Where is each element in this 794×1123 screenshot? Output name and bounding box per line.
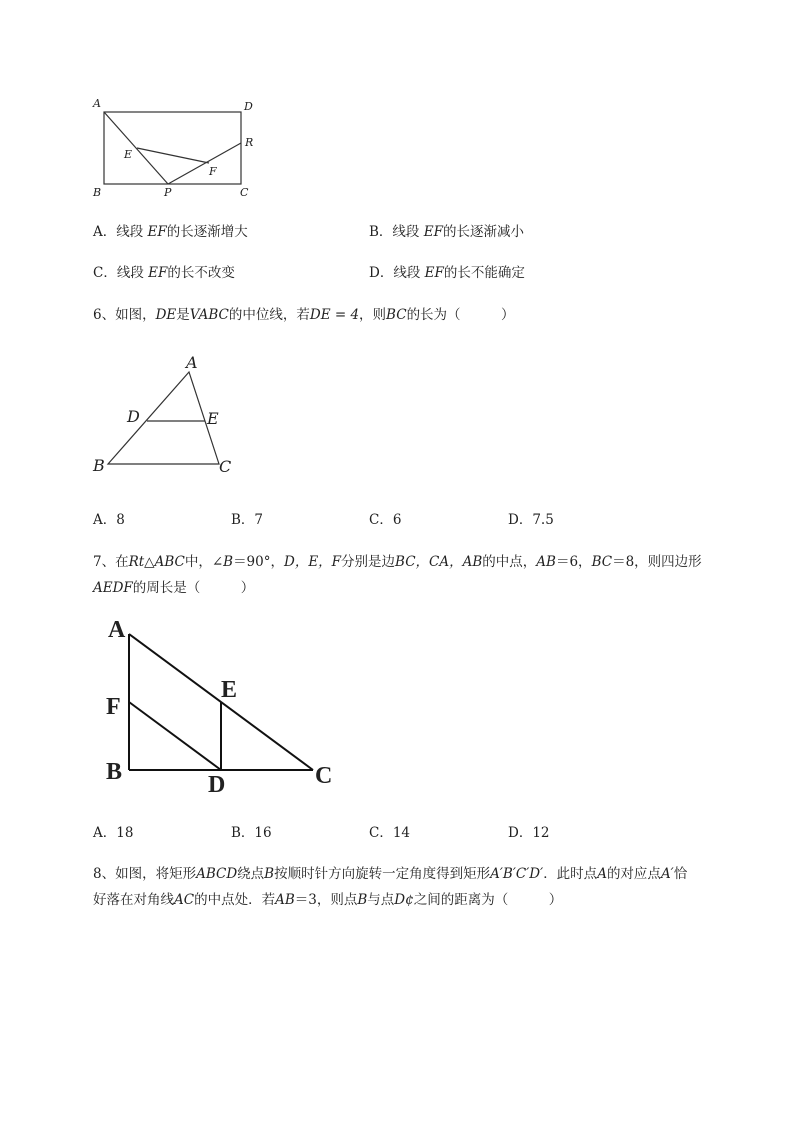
- q8-ab: AB: [275, 892, 295, 908]
- q7-label-b: B: [106, 759, 123, 785]
- q6-option-c[interactable]: C．6: [369, 512, 402, 528]
- q7-label-a: A: [108, 617, 126, 643]
- q6-label-d: D: [127, 407, 140, 426]
- q8-abcd2: A′B′C′D′: [490, 866, 544, 882]
- q6-seg: DE: [155, 307, 177, 323]
- q5-option-a-letter: A．: [93, 224, 117, 240]
- q5-label-a: A: [93, 97, 101, 110]
- q5-label-e: E: [124, 148, 133, 161]
- q5-option-c-pre: 线段: [116, 265, 149, 281]
- q8-l1f: 恰: [673, 866, 688, 882]
- q5-label-p: P: [164, 186, 172, 199]
- q7-label-e: E: [221, 677, 238, 703]
- q5-option-a-var: EF: [147, 224, 167, 240]
- q5-label-d: D: [244, 100, 253, 113]
- q7-l1e: 的中点，: [482, 554, 537, 570]
- q5-option-d-var: EF: [424, 265, 444, 281]
- q8-d: D¢: [394, 892, 414, 908]
- q8-l2b: 的中点处．若: [194, 892, 276, 908]
- q5-option-d-post: 的长不能确定: [443, 265, 525, 281]
- q7-stem-line1: [93, 550, 702, 570]
- q7-option-a[interactable]: A．18: [93, 825, 134, 841]
- q8-b: B: [264, 866, 275, 882]
- q5-label-c: C: [240, 186, 249, 199]
- q7-label-d: D: [208, 772, 226, 798]
- q8-l1b: 绕点: [237, 866, 265, 882]
- q5-option-d-letter: D．: [369, 265, 394, 281]
- q5-segment-pr: [168, 143, 241, 184]
- q8-b2: B: [357, 892, 368, 908]
- q7-rt: Rt△ABC: [128, 554, 185, 570]
- q8-l2c: ＝3，则点: [294, 892, 358, 908]
- q8-l1d: ．此时点: [543, 866, 598, 882]
- q6-option-a[interactable]: A．8: [93, 512, 125, 528]
- q8-a: A: [597, 866, 607, 882]
- q6-stem: [93, 303, 515, 323]
- q6-option-d[interactable]: D．7.5: [508, 512, 554, 528]
- q7-l1g: ＝8，则四边形: [612, 554, 702, 570]
- q7-label-c: C: [315, 763, 333, 789]
- q5-label-f: F: [209, 165, 217, 178]
- q5-option-b-post: 的长逐渐减小: [442, 224, 524, 240]
- q7-pts: D，E，F: [284, 554, 342, 570]
- q5-label-r: R: [245, 136, 254, 149]
- q5-option-c-letter: C．: [93, 265, 117, 281]
- q5-option-d-pre: 线段: [393, 265, 425, 281]
- q5-option-c[interactable]: [93, 261, 235, 281]
- q7-bc: BC: [591, 554, 613, 570]
- q6-eq: DE = 4: [309, 307, 360, 323]
- q7-quad: AEDF: [93, 580, 133, 596]
- q5-option-c-post: 的长不改变: [167, 265, 235, 281]
- q5-option-c-var: EF: [148, 265, 168, 281]
- q7-ab: AB: [536, 554, 556, 570]
- q5-segment-ap: [104, 112, 168, 184]
- q6-number: 6、如图，: [93, 307, 156, 323]
- q7-l1b: 中，∠: [184, 554, 224, 570]
- q6-option-b[interactable]: B．7: [231, 512, 264, 528]
- q7-option-b[interactable]: B．16: [231, 825, 272, 841]
- q5-option-a-post: 的长逐渐增大: [166, 224, 248, 240]
- q5-option-a-pre: 线段: [116, 224, 148, 240]
- q7-option-d[interactable]: D．12: [508, 825, 550, 841]
- q5-label-b: B: [93, 186, 102, 199]
- q5-option-a[interactable]: [93, 220, 248, 240]
- q6-t2: 的中位线，若: [228, 307, 310, 323]
- q8-abcd: ABCD: [196, 866, 238, 882]
- q7-l2: 的周长是（ ）: [132, 580, 255, 596]
- q5-option-b-pre: 线段: [392, 224, 424, 240]
- q7-sides: BC，CA，AB: [395, 554, 483, 570]
- q6-label-b: B: [93, 456, 105, 475]
- q6-t3: ，则: [359, 307, 387, 323]
- q8-stem-line2: [93, 888, 562, 908]
- q7-l1a: 7、在: [93, 554, 129, 570]
- q8-l2e: 之间的距离为（ ）: [413, 892, 563, 908]
- q8-l1c: 按顺时针方向旋转一定角度得到矩形: [274, 866, 491, 882]
- q5-option-b[interactable]: [369, 220, 524, 240]
- q7-stem-line2: [93, 576, 254, 596]
- q7-l1f: ＝6，: [555, 554, 592, 570]
- q8-a2: A′: [660, 866, 674, 882]
- q6-t1: 是: [176, 307, 190, 323]
- q8-ac: AC: [174, 892, 195, 908]
- q6-t4: 的长为（ ）: [406, 307, 515, 323]
- q6-label-e: E: [207, 409, 219, 428]
- q7-angb: B: [223, 554, 234, 570]
- q7-l1c: ＝90°，: [233, 554, 284, 570]
- q5-option-d[interactable]: [369, 261, 525, 281]
- q8-stem-line1: [93, 862, 687, 882]
- q8-l2a: 好落在对角线: [93, 892, 174, 908]
- q5-option-b-letter: B．: [369, 224, 393, 240]
- q6-label-a: A: [186, 353, 198, 372]
- q6-tri: VABC: [189, 307, 229, 323]
- q7-l1d: 分别是边: [341, 554, 396, 570]
- q7-label-f: F: [106, 694, 121, 720]
- q6-label-c: C: [219, 457, 232, 476]
- q5-option-b-var: EF: [423, 224, 443, 240]
- q6-bc: BC: [386, 307, 407, 323]
- q7-option-c[interactable]: C．14: [369, 825, 411, 841]
- q8-l1a: 8、如图，将矩形: [93, 866, 197, 882]
- q8-l1e: 的对应点: [606, 866, 661, 882]
- q8-l2d: 与点: [367, 892, 395, 908]
